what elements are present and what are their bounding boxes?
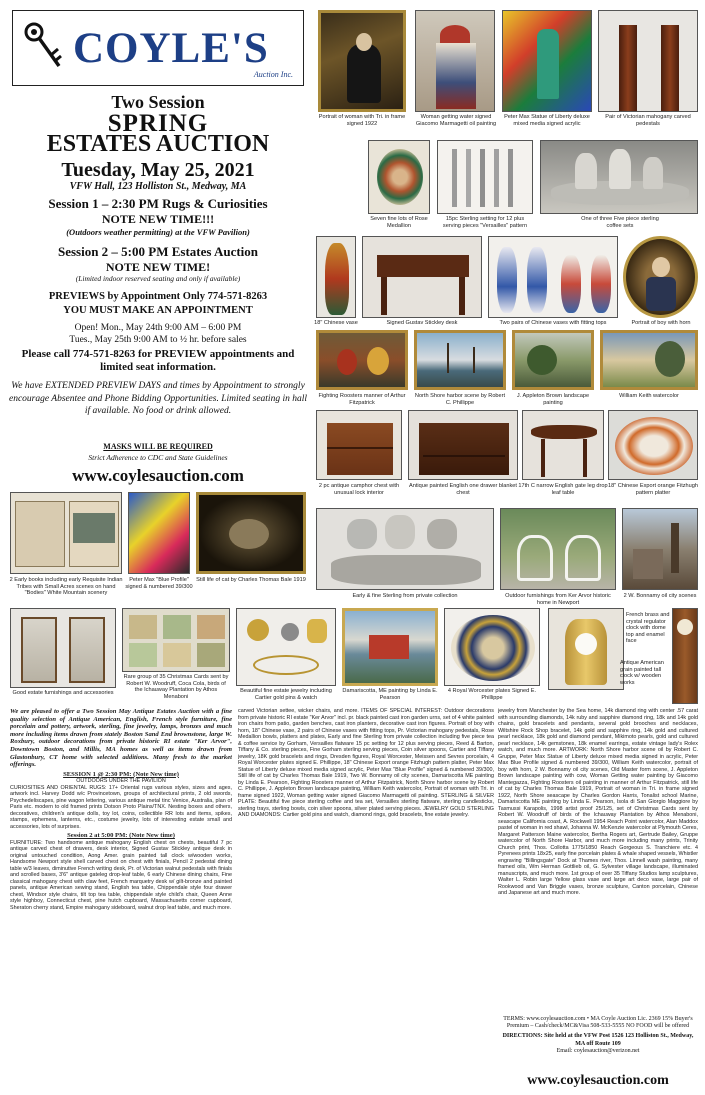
column-2-text: carved Victorian settee, wicker chairs, and more. ITEMS OF SPECIAL INTEREST: Outdoor decorations from private historic RI estate "Ker Arvor" incl. pr. black painted cast iron garden urns, set of 4 white painted iron chairs from patio, garden benches, cast iron planters, decorative cast iron figures. Portrait of boy with horn, 18" Chinese vase, 2 pairs of Chinese vases with fitting tops, Pr. Victorian mahogany pedestals, Rose Medallion bowls, platters and plates, Early and fine Sterling from private collection including five piece tea & coffee service by Gorham, Versailles flatware 15 pc setting for 12 plus serving pieces, Reed & Barton, Tiffany & Co. sterling pieces, Fine Gorham sterling serving pieces, Coin silver spoons, Cartier and Tiffany jewelry, 18K gold bracelets and rings, Dresden figures, Royal Worcester, Meissen and Sevres porcelain, 4 Royal Worcester plates signed E. Phillippe, 18" Chinese Export orange Fitzhugh pattern platter, Peter Max Statue of Liberty deluxe mixed media signed acrylic, Peter Max "Blue Profile" signed & numbered 39/300, Still life of cat by Charles Thomas Bale 1919, Two W. Bonnamy oil city scenes, Damariscotta ME painting by Linda E. Pearson, Fighting Roosters manner of Arthur Fitzpatrick, North Shore harbor scene by Robert C. Phillippe, J. Appleton Brown landscape painting, William Keith watercolor, Portrait of woman with Tri. in frame signed 1922, Woman getting water signed Giacomo Marmagetti oil painting. STERLING & SILVER PLATE: Beautiful five piece sterling coffee and tea set, Versailles sterling flatware, sterling candlesticks, sterling trays, sterling bowls, coin silver spoons, silver plated serving pieces. JEWELRY GOLD STERLING AND DIAMONDS: Cartier gold pins and watch, diamond rings, gold bracelets, fine estate jewelry.: [238, 708, 494, 818]
session-1-subnote: (Outdoors weather permitting) at the VFW Pavilion): [66, 227, 250, 237]
directions-text: DIRECTIONS: Site held at the VFW Post 1526 123 Holliston St., Medway, MA off Route 109: [502, 1033, 694, 1047]
caption-fighting-roosters: Fighting Roosters manner of Arthur Fitzpatrick: [318, 393, 406, 406]
caption-blanket-chest: Antique painted English one drawer blanket chest: [409, 483, 517, 496]
photo-fitzhugh-platter: [608, 410, 698, 480]
caption-worcester-plates: 4 Royal Worcester plates Signed E. Phillippe: [447, 688, 537, 701]
caption-portrait-woman: Portrait of woman with Tri. in frame signed 1922: [318, 114, 406, 127]
photo-stickley-desk: [362, 236, 482, 318]
masks-required: MASKS WILL BE REQUIRED: [103, 442, 213, 451]
session-1-text: CURIOSITIES AND ORIENTAL RUGS: 17+ Oriental rugs various styles, sizes and ages, artwork incl. Harvey Dodd w/c Provincetown, groups of architectural prints, 2 old swords, Psychedeliscapes, pine wagon lettering, various antique metal tinc Venice, Australia, plan of Paris etc. modern to old framed prints Dotson Proto Plains/TNX. Nesting boxes and others, decoratives, children's antique dolls, toy lot, coins, collectible RR lots and items, spikes, stamps, ephemera, lanterns, etc., costume jewelry, lots of interesting estate small and accessories, lots of surprises.: [10, 784, 232, 830]
appointment-required: YOU MUST MAKE AN APPOINTMENT: [63, 305, 253, 316]
session-2-note: NOTE NEW TIME!: [105, 260, 211, 274]
photo-worcester-plates: [444, 608, 540, 686]
photo-rose-medallion: [368, 140, 430, 214]
session-2-subnote: (Limited indoor reserved seating and only if available): [75, 274, 241, 283]
key-icon: [23, 18, 63, 78]
caption-christmas-cards: Rare group of 35 Christmas Cards sent by Robert W. Woodruff, Coca Cola, birds of the Ichauway Plantation by Athos Menaboni: [123, 674, 229, 700]
photo-camphor-chest: [316, 410, 402, 480]
photo-estate-jewelry: [236, 608, 336, 686]
photo-still-life-cat: [196, 492, 306, 574]
photo-harbor-scene: [414, 330, 506, 390]
session-1-location: OUTDOORS UNDER THE PAVILION: [76, 778, 166, 785]
intro-paragraph: We are pleased to offer a Two Session May Antique Estates Auction with a fine quality selection of Antique American, English, French style furniture, fine porcelain and pottery, artwork, sterling, fine jewelry, lamps, bronzes and much more including items drawn from stately Boston Sand End brownstone, large W. Roxbury, outdoor decorations from private historic RI estate "Ker Arvor", Downtown Boston, and Millis, MA homes as well as items drawn from Glastonbury, CT home with selected additions. Many fresh to the market offerings.: [10, 708, 232, 769]
photo-appleton-landscape: [512, 330, 594, 390]
caption-fitzhugh-platter: 18" Chinese Export orange Fitzhugh pattern platter: [608, 483, 698, 496]
photo-woman-water: [415, 10, 495, 112]
terms-block: [498, 1016, 698, 1055]
photo-early-sterling: [316, 508, 494, 590]
photo-estate-chairs: [10, 608, 116, 688]
website-link[interactable]: www.coylesauction.com: [72, 466, 244, 485]
session-1-note: NOTE NEW TIME!!!: [101, 212, 215, 226]
two-session-heading: Two Session: [111, 92, 205, 112]
photo-regulator-clock: [548, 608, 624, 690]
auction-date: Tuesday, May 25, 2021: [61, 159, 255, 181]
photo-coffee-set: [540, 140, 698, 214]
session-1-heading: SESSION 1 @ 2:30 PM: (Note New time): [63, 770, 179, 778]
body-column-2: [238, 708, 494, 1095]
caption-rose-medallion: Seven fine lots of Rose Medallion: [370, 216, 428, 229]
estates-auction-heading: ESTATES AUCTION: [46, 131, 270, 157]
photo-peter-max-liberty: [502, 10, 592, 112]
body-column-1: [10, 708, 232, 1095]
photo-chinese-vase: [316, 236, 356, 318]
photo-gate-leg-table: [522, 410, 604, 480]
caption-keith-watercolor: William Keith watercolor: [619, 393, 679, 399]
caption-peter-max-blue-profile: Peter Max "Blue Profile" signed & numbered 39/300: [125, 577, 193, 590]
photo-damariscotta-painting: [342, 608, 438, 686]
photo-bonnamy-city: [622, 508, 698, 590]
caption-chinese-vases-pairs: Two pairs of Chinese vases with fitting tops: [499, 320, 607, 326]
caption-tall-clock: Antique American grain painted tall clock w/ wooden works: [620, 660, 664, 686]
email-text[interactable]: Email: coylesauction@verizon.net: [556, 1047, 640, 1054]
caption-appleton-landscape: J. Appleton Brown landscape painting: [516, 393, 590, 406]
coyles-logo: [12, 10, 304, 86]
photo-keith-watercolor: [600, 330, 698, 390]
caption-still-life-cat: Still life of cat by Charles Thomas Bale 1919: [196, 577, 306, 583]
caption-estate-chairs: Good estate furnishings and accessories: [12, 690, 114, 696]
photo-peter-max-blue-profile: [128, 492, 190, 574]
caption-estate-jewelry: Beautiful fine estate jewelry including Cartier gold pins & watch: [240, 688, 332, 701]
footer-website-link[interactable]: www.coylesauction.com: [527, 1073, 669, 1088]
column-3-text: jewelry from Manchester by the Sea home, 14k diamond ring with center .57 carat with surrounding diamonds, 14k ruby and sapphire diamond ring, 18k and 14k gold chains, gold bracelets and pendants, several gold brooches and necklaces, Wiltshire Rock Shop bracelet, 14k gold and sapphire ring, 14k gold and cultured pearl necklace, 18k gold and diamond pendant, Mikimoto pearls, gold and cultured pearl necklace, 14k gemstones, 18k enamel earrings, estate vintage lady's Rolex watch, and much more. ARTWORK: North Shore harbor scene oil by Robert C. Gruppe, Peter Max Statue of Liberty deluxe mixed media signed in acrylic, Peter Max Blue Profile signed & numbered 39/300, William Keith watercolor, portrait of boy with horn, 2 W. Bonnamy oil city scenes, Old Master form scene, J. Appleton Brown landscape painting with cow, Woman Getting water painting by Giacomo Mantegazza, Fighting Roosters oil painting in manner of Arthur Fitzpatrick, still life of cat by Charles Thomas Bale 1919, Portrait of woman in Tri. in frame signed 1922, North Shore seascape by Charles Gordon Harris, Tonalist school Marine, Damariscotta ME painting by Linda E. Pearson, Isola di San Giorgio Maggiore by Tasmussi Karapolis, 1998 artist proof 25/125, set of Christmas Cards sent by Robert W. Woodruff of birds of the Ichauway Plantation by Athos Menaboni, seascape California coast, A. Rockwell 1954 Reach Point watercolor, Alan Maddox pastel of woman in red shawl, Johanna W. McKenzie watercolor at Plymouth Ceres, Margaret Patterson Maine watercolor, Bertha Rogers art, Gertrude Bailey, Gruppe watercolor of North Shore Harbor, and much more including many prints, Trinity Church print, Thos. Collotta 1775/1850 Reach Gorgeous S. Tranchiere etc. 4 Pyrenees prints 18x25, early fine porcelain plates & whale shaped vessels, Whistler engraving "Billingsgate" Dock at Thames river, Thos. Linnell wash painting, many framed oils, Wm Herman Gottlieb oil, G. Sylvester village landscape, illuminated manuscripts, and much more. 1st group of over 35 Tiffany Studios lamp sculptures, Walter L. Robin large Yellow glass vase and large art deco vase, large pair of Rookwood and Van Briggle vases, bronze sculpture, Canton porcelain, Chinese and Japanese art and much more.: [498, 708, 698, 896]
caption-early-sterling: Early & fine Sterling from private collection: [352, 593, 458, 599]
caption-gate-leg-table: 17th C narrow English gate leg drop leaf table: [518, 483, 608, 496]
caption-chinese-vase: 18" Chinese vase: [314, 320, 358, 326]
caption-pedestals: Pair of Victorian mahogany carved pedestals: [605, 114, 691, 127]
brand-name: COYLE'S: [73, 24, 269, 72]
caption-camphor-chest: 2 pc antique camphor chest with unusual lock interior: [318, 483, 400, 496]
photo-blanket-chest: [408, 410, 518, 480]
extended-preview-notice: We have EXTENDED PREVIEW DAYS and times by Appointment to strongly encourage Absentee and Phone Bidding Opportunities. Limited seating in hall if available. No food or drink allowed.: [9, 381, 307, 416]
body-column-3: [498, 708, 698, 1012]
session-2-title: Session 2 – 5:00 PM Estates Auction: [57, 244, 259, 259]
session-2-heading: Session 2 at 5:00 PM: (Note New time): [67, 832, 175, 840]
photo-chinese-vases-pairs: [488, 236, 618, 318]
terms-text: TERMS: www.coylesauction.com • MA Coyle Auction Lic. 2369 15% Buyer's Premium – Cash/check/MC&Visa 508-533-5555 NO FOOD will be offered: [503, 1016, 693, 1030]
previews-line: PREVIEWS by Appointment Only 774-571-8263: [48, 291, 268, 302]
cdc-guidelines: Strict Adherence to CDC and State Guidelines: [88, 453, 228, 462]
photo-boy-with-horn: [623, 236, 698, 318]
spring-heading: SPRING: [107, 110, 209, 137]
photo-tall-clock: [672, 608, 698, 704]
caption-harbor-scene: North Shore harbor scene by Robert C. Phillippe: [414, 393, 506, 406]
session-2-text: FURNITURE: Two handsome antique mahogany English chest on chests, beautiful 7 pc antique carved chest of drawers, desk interior, Signed Gustav Stickley antique desk in original untouched condition, Aong Amer. grain painted tall clock w/wooden works, Handsome Newport style shell carved chest on chest with finials, Pencil 2 pedestal dining table w/3 leaves, diminutive French writing desk, Pr. of Victorian walnut pedestals with finials and scrolled bases, 3'6" antique gateleg drop-leaf table, 6 early Chinese dining chairs, Fine classical mahogany chest with claw feet, French marquetry desk w/ gilt-bronze and painted panels, antique American sewing stand, English tea table, Chippendale style four drawer chest, Windsor style chairs, tilt top tea table, chippendale style child's chair, Queen Anne style highboy, Connecticut chest, pine hutch cupboard, Massachusetts corner cupboard, Sheraton cherry stand, Empire mahogany sideboard, walnut drop leaf table, and much more.: [10, 839, 232, 911]
caption-regulator-clock: French brass and crystal regulator clock with dome top and enamel face: [626, 612, 670, 645]
caption-sterling-flatware: 15pc Sterling setting for 12 plus serving pieces "Versailles" pattern: [442, 216, 528, 229]
open-hours-monday: Open! Mon., May 24th 9:00 AM – 6:00 PM: [74, 323, 242, 333]
brand-subtitle: Auction Inc.: [253, 70, 293, 79]
caption-coffee-set: One of three Five piece sterling coffee sets: [581, 216, 659, 229]
caption-woman-water: Woman getting water signed Giacomo Marmagetti oil painting: [415, 114, 497, 127]
caption-peter-max-liberty: Peter Max Statue of Liberty deluxe mixed media signed acrylic: [504, 114, 590, 127]
session-1-title: Session 1 – 2:30 PM Rugs & Curiosities: [48, 196, 268, 211]
photo-fighting-roosters: [316, 330, 408, 390]
caption-boy-with-horn: Portrait of boy with horn: [631, 320, 691, 326]
caption-damariscotta-painting: Damariscotta, ME painting by Linda E. Pearson: [342, 688, 438, 701]
photo-sterling-flatware: [437, 140, 533, 214]
photo-christmas-cards: [122, 608, 230, 672]
caption-early-books: 2 Early books including early Requisite Indian Tribes with Small Acres scenes on hand "Bodies" White Mountain scenery: [9, 577, 123, 597]
open-hours-tuesday: Tues., May 25th 9:00 AM to ½ hr. before sales: [69, 335, 247, 345]
call-for-preview: Please call 774-571-8263 for PREVIEW appointments and limited seat information.: [21, 348, 295, 373]
caption-stickley-desk: Signed Gustav Stickley desk: [386, 320, 458, 326]
caption-outdoor-furnishings: Outdoor furnishings from Ker Arvor historic home in Newport: [505, 593, 611, 606]
photo-early-books: [10, 492, 122, 574]
caption-bonnamy-city: 2 W. Bonnamy oil city scenes: [623, 593, 697, 599]
photo-outdoor-furnishings: [500, 508, 616, 590]
auction-venue: VFW Hall, 123 Holliston St., Medway, MA: [69, 181, 247, 192]
photo-portrait-woman: [318, 10, 406, 112]
photo-pedestals: [598, 10, 698, 112]
